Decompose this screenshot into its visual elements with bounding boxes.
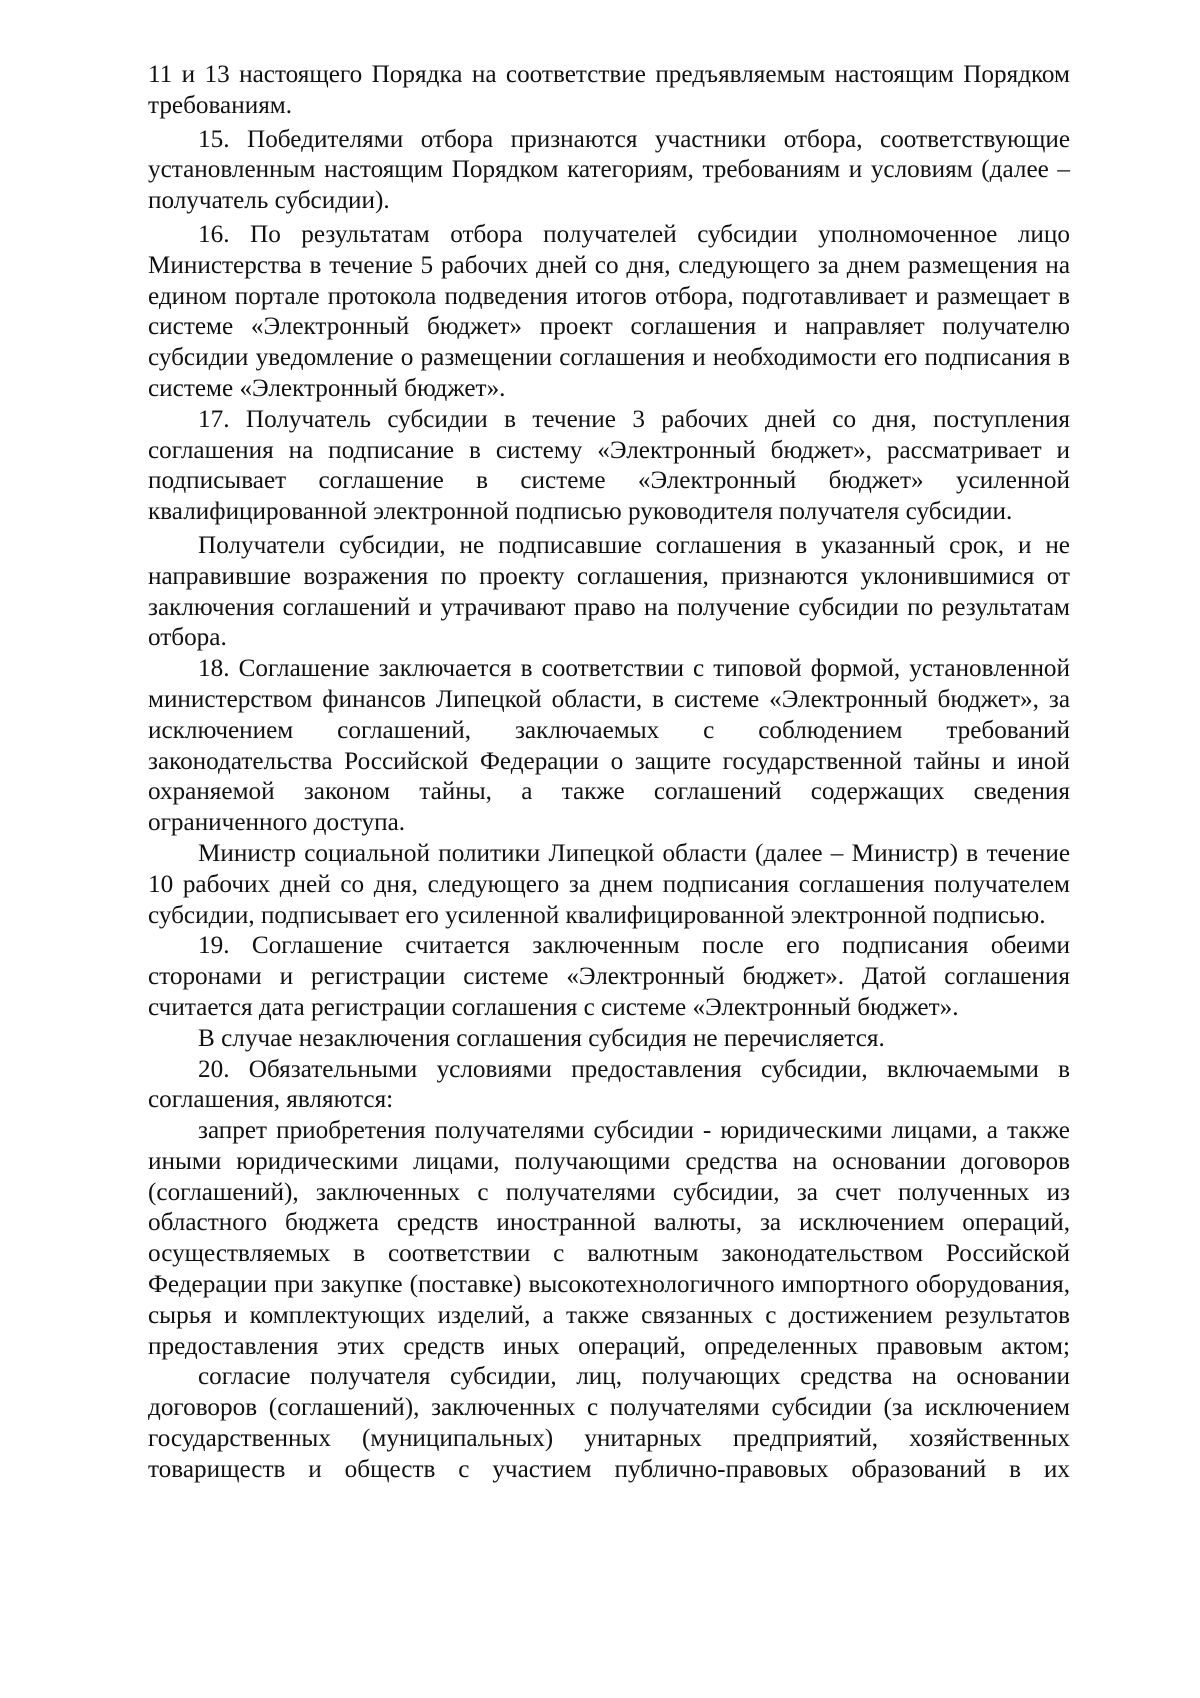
paragraph-19-no-agreement: В случае незаключения соглашения субсидия не перечисляется. bbox=[198, 1024, 885, 1052]
paragraph-17: 17. Получатель субсидии в течение 3 рабочих дней со дня, поступления соглашения на подписание в систему «Электронный бюджет», рассматривает и подписывает соглашение в системе «Электронный бюджет» усиленной квалифицированной электронной подписью руководителя получателя субсидии. bbox=[148, 405, 1070, 526]
paragraph-15: 15. Победителями отбора признаются участники отбора, соответствующие установленным настоящим Порядком категориям, требованиям и условиям (далее – получатель субсидии). bbox=[148, 125, 1070, 215]
paragraph-17-recipients: Получатели субсидии, не подписавшие соглашения в указанный срок, и не направившие возражения по проекту соглашения, признаются уклонившимися от заключения соглашений и утрачивают право на получение субсидии по результатам отбора. bbox=[148, 531, 1070, 652]
paragraph-18: 18. Соглашение заключается в соответствии с типовой формой, установленной министерством финансов Липецкой области, в системе «Электронный бюджет», за исключением соглашений, заключаемых с соблюдением требований законодательства Российской Федерации о защите государственной тайны и иной охраняемой законом тайны, а также соглашений содержащих сведения ограниченного доступа. bbox=[148, 655, 1070, 837]
paragraph-20-consent: согласие получателя субсидии, лиц, получающих средства на основании договоров (соглашений), заключенных с получателями субсидии (за исключением государственных (муниципальных) унитарных предприятий, хозяйственных товариществ и обществ с участием публично-правовых образований в их bbox=[148, 1363, 1070, 1483]
paragraph-20-prohibition: запрет приобретения получателями субсидии - юридическими лицами, а также иными юридическими лицами, получающими средства на основании договоров (соглашений), заключенных с получателями субсидии, за счет полученных из областного бюджета средств иностранной валюты, за исключением операций, осуществляемых в соответствии с валютным законодательством Российской Федерации при закупке (поставке) высокотехнологичного импортного оборудования, сырья и комплектующих изделий, а также связанных с достижением результатов предоставления этих средств иных операций, определенных правовым актом; bbox=[148, 1117, 1070, 1360]
paragraph-continuation: 11 и 13 настоящего Порядка на соответствие предъявляемым настоящим Порядком требованиям. bbox=[148, 61, 1070, 119]
paragraph-16: 16. По результатам отбора получателей субсидии уполномоченное лицо Министерства в течение 5 рабочих дней со дня, следующего за днем размещения на едином портале протокола подведения итогов отбора, подготавливает и размещает в системе «Электронный бюджет» проект соглашения и направляет получателю субсидии уведомление о размещении соглашения и необходимости его подписания в системе «Электронный бюджет». bbox=[148, 220, 1070, 402]
paragraph-18-minister: Министр социальной политики Липецкой области (далее – Министр) в течение 10 рабочих дней со дня, следующего за днем подписания соглашения получателем субсидии, подписывает его усиленной квалифицированной электронной подписью. bbox=[148, 839, 1070, 929]
paragraph-19: 19. Соглашение считается заключенным после его подписания обеими сторонами и регистрации системе «Электронный бюджет». Датой соглашения считается дата регистрации соглашения с системе «Электронный бюджет». bbox=[148, 932, 1070, 1021]
paragraph-20: 20. Обязательными условиями предоставления субсидии, включаемыми в соглашения, являются: bbox=[148, 1055, 1070, 1114]
document-body bbox=[148, 60, 1070, 1486]
